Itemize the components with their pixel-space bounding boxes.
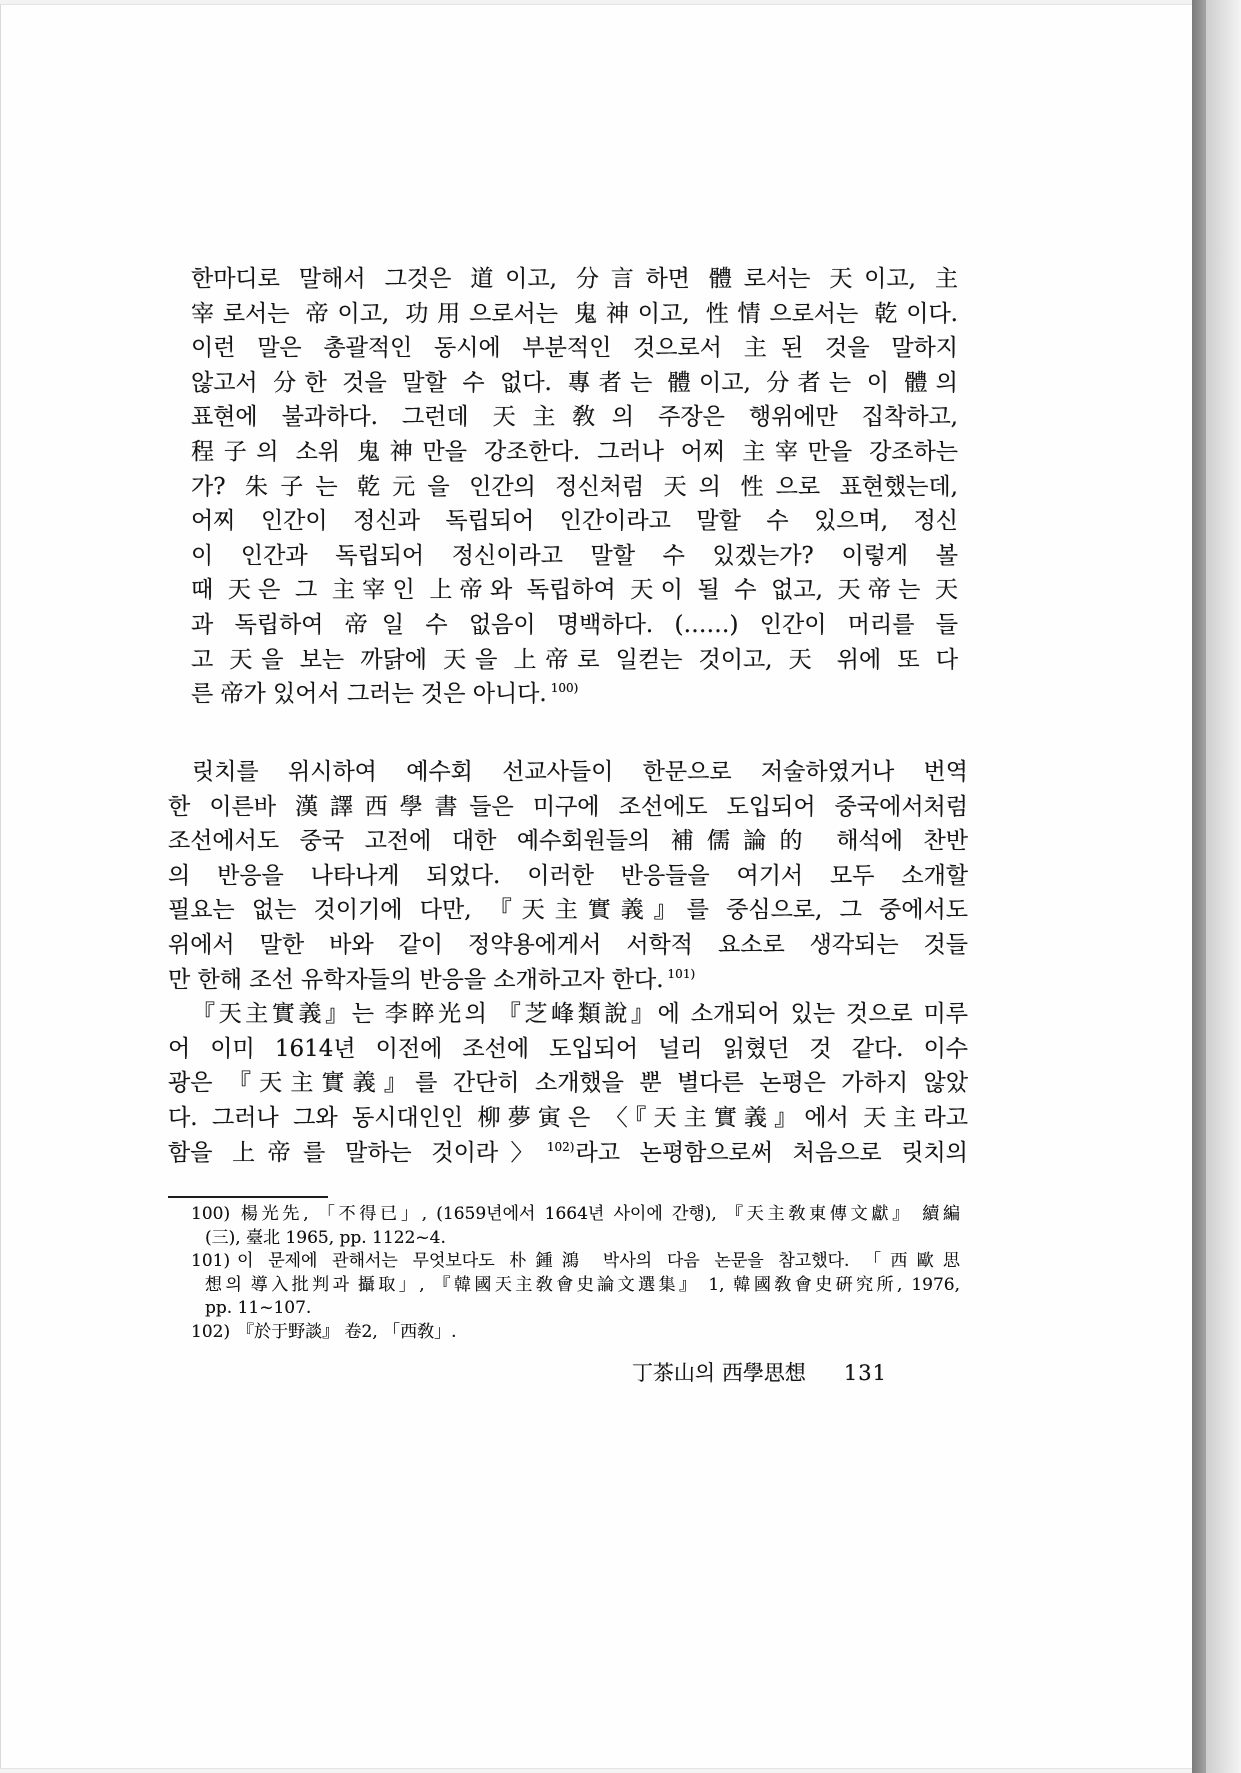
body-line-text: 라고 논평함으로써 처음으로 릿치의	[575, 1139, 968, 1166]
footnote-101	[191, 1250, 960, 1274]
body-line: 릿치를 위시하여 예수회 선교사들이 한문으로 저술하였거나 번역	[192, 759, 968, 785]
body-line-text: 함을 上帝를 말하는 것이라〉	[168, 1139, 546, 1166]
footnote-102	[191, 1321, 960, 1345]
quote-line: 이런 말은 총괄적인 동시에 부분적인 것으로서 主된 것을 말하지	[191, 335, 958, 362]
body-line: 광은 『天主實義』를 간단히 소개했을 뿐 별다른 논평은 가하지 않았	[168, 1070, 968, 1097]
page-edge-margin	[1206, 0, 1241, 1773]
body-line: 어 이미 1614년 이전에 조선에 도입되어 널리 읽혔던 것 같다. 이수	[168, 1035, 968, 1062]
body-line: 조선에서도 중국 고전에 대한 예수회원들의 補儒論的 해석에 찬반	[168, 828, 968, 855]
page-number: 131	[843, 1361, 887, 1385]
running-title: 丁茶山의 西學思想	[631, 1361, 806, 1385]
quote-line: 않고서 分한 것을 말할 수 없다. 專者는 體이고, 分者는 이 體의	[191, 369, 958, 396]
quote-line	[191, 677, 958, 712]
quote-line: 가? 朱子는 乾元을 인간의 정신처럼 天의 性으로 표현했는데,	[191, 473, 958, 500]
quote-line: 한마디로 말해서 그것은 道이고, 分言하면 體로서는 天이고, 主	[191, 266, 958, 292]
body-line: 의 반응을 나타나게 되었다. 이러한 반응들을 여기서 모두 소개할	[168, 862, 968, 889]
footnote-text: 『於于野談』 卷2, 「西敎」.	[237, 1321, 457, 1342]
quote-line: 어찌 인간이 정신과 독립되어 인간이라고 말할 수 있으며, 정신	[191, 508, 958, 535]
block-quote	[191, 262, 958, 712]
page-edge-shadow	[1192, 0, 1206, 1773]
quote-line: 과 독립하여 帝일 수 없음이 명백하다. (……) 인간이 머리를 들	[191, 611, 958, 638]
body-line: 다. 그러나 그와 동시대인인 柳夢寅은 〈『天主實義』에서 天主라고	[168, 1104, 968, 1131]
quote-line: 때 天은 그 主宰인 上帝와 독립하여 天이 될 수 없고, 天帝는 天	[191, 577, 958, 604]
footnote-number: 100)	[191, 1204, 231, 1224]
quote-line: 이 인간과 독립되어 정신이라고 말할 수 있겠는가? 이렇게 볼	[191, 542, 958, 569]
running-footer	[632, 1358, 887, 1388]
body-text	[168, 755, 968, 1170]
footnote-101-continuation: pp. 11~107.	[205, 1298, 312, 1319]
quote-line: 宰로서는 帝이고, 功用으로서는 鬼神이고, 性情으로서는 乾이다.	[191, 300, 958, 327]
quote-line: 고 天을 보는 까닭에 天을 上帝로 일컫는 것이고, 天 위에 또 다	[191, 646, 958, 673]
body-line: 위에서 말한 바와 같이 정약용에게서 서학적 요소로 생각되는 것들	[168, 931, 968, 958]
footnote-100-continuation: (三), 臺北 1965, pp. 1122~4.	[205, 1227, 446, 1248]
footnote-number: 101)	[191, 1251, 231, 1272]
footnote-ref-101: 101)	[667, 966, 696, 981]
quote-line-text: 른 帝가 있어서 그러는 것은 아니다.	[191, 681, 547, 708]
body-line	[168, 963, 968, 998]
footnote-100	[191, 1203, 960, 1227]
footnote-ref-100: 100)	[550, 681, 579, 696]
body-line: 필요는 없는 것이기에 다만, 『天主實義』를 중심으로, 그 중에서도	[168, 897, 968, 924]
body-line: 『天主實義』는 李睟光의 『芝峰類說』에 소개되어 있는 것으로 미루	[192, 1001, 968, 1028]
book-page	[0, 4, 1192, 1769]
footnote-rule	[168, 1196, 328, 1198]
footnote-number: 102)	[191, 1321, 231, 1342]
body-line-text: 만 한해 조선 유학자들의 반응을 소개하고자 한다.	[168, 966, 664, 993]
footnote-text: 이 문제에 관해서는 무엇보다도 朴鍾鴻 박사의 다음 논문을 참고했다. 「西歐思	[237, 1251, 960, 1272]
footnote-ref-102: 102)	[546, 1139, 575, 1154]
quote-line: 程子의 소위 鬼神만을 강조한다. 그러나 어찌 主宰만을 강조하는	[191, 438, 958, 465]
body-line: 한 이른바 漢譯西學書들은 미구에 조선에도 도입되어 중국에서처럼	[168, 793, 968, 820]
footnote-101-continuation: 想의 導入批判과 攝取」, 『韓國天主敎會史論文選集』 1, 韓國敎會史硏究所, 1976,	[205, 1274, 960, 1295]
body-line	[168, 1136, 968, 1171]
footnote-text: 楊光先, 「不得已」, (1659년에서 1664년 사이에 간행), 『天主敎東傳文獻』 續編	[237, 1204, 960, 1224]
quote-line: 표현에 불과하다. 그런데 天主敎의 주장은 행위에만 집착하고,	[191, 404, 958, 431]
footnotes	[191, 1203, 960, 1345]
